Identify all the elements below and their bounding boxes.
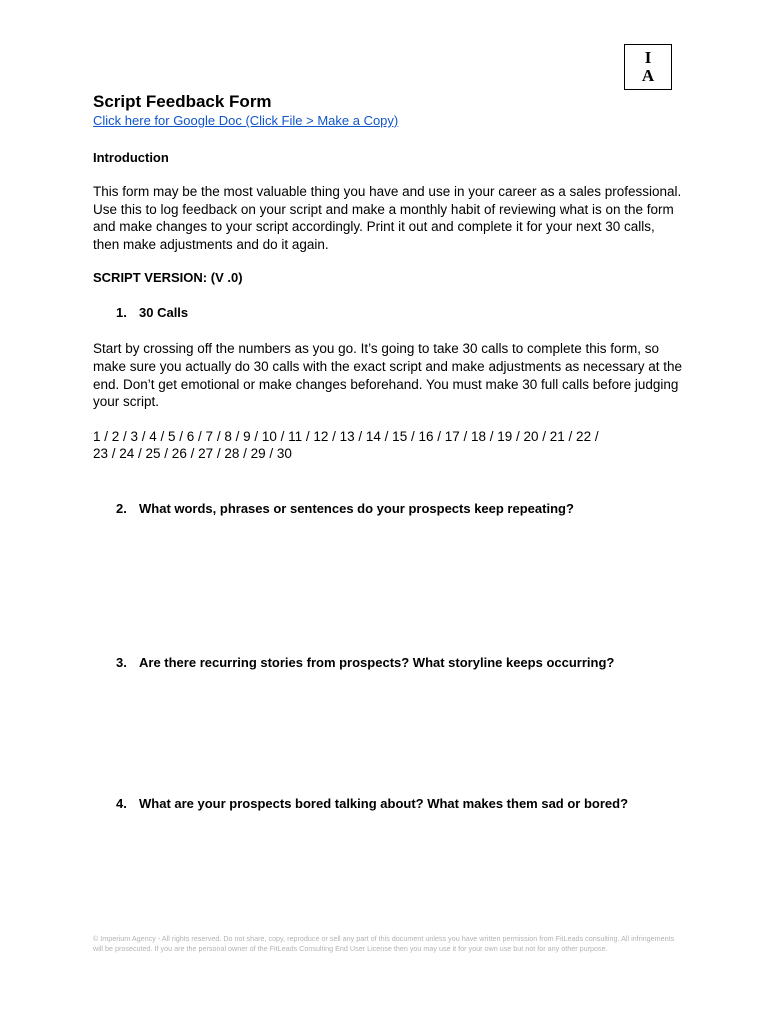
section-3-title: Are there recurring stories from prospects? What storyline keeps occurring? [139, 654, 615, 670]
logo-letter-i: I [644, 48, 652, 67]
intro-heading: Introduction [93, 150, 169, 165]
section-2-title: What words, phrases or sentences do your prospects keep repeating? [139, 500, 574, 516]
section-2-answer-space[interactable] [93, 517, 683, 654]
section-3-answer-space[interactable] [93, 671, 683, 795]
section-1-heading [93, 304, 683, 321]
section-3-number: 3. [116, 654, 127, 670]
section-3-heading [93, 654, 683, 671]
google-doc-link[interactable]: Click here for Google Doc (Click File > Make a Copy) [93, 113, 399, 128]
logo-letter-a: A [641, 66, 655, 85]
section-4-title: What are your prospects bored talking about? What makes them sad or bored? [139, 795, 629, 811]
section-1-number: 1. [116, 305, 127, 321]
section-2-number: 2. [116, 500, 127, 516]
copyright-footer: © Imperium Agency - All rights reserved. Do not share, copy, reproduce or sell any part of this document unless you have written permission from FitLeads consulting. All infringements will be prosecuted. If you are the personal owner of the FitLeads Consulting End User License then you may use it for your own use but not for any other purpose. [93, 934, 675, 953]
call-number-tracker [93, 428, 683, 463]
section-4-heading [93, 795, 683, 812]
section-4-answer-space[interactable] [93, 812, 683, 912]
script-version-label: SCRIPT VERSION: (V .0) [93, 270, 243, 286]
document-body [93, 92, 683, 912]
page-title: Script Feedback Form [93, 92, 272, 111]
intro-paragraph: This form may be the most valuable thing you have and use in your career as a sales professional. Use this to log feedback on your script and make a monthly habit of reviewing what is on the form and make changes to your script accordingly. Print it out and complete it for your next 30 calls, then make adjustments and do it again. [93, 184, 682, 252]
calls-instructions: Start by crossing off the numbers as you go. It’s going to take 30 calls to complete this form, so make sure you actually do 30 calls with the exact script and make adjustments as necessary at the end. Don’t get emotional or make changes beforehand. You must make 30 full calls before judging your script. [93, 341, 683, 410]
section-4-number: 4. [116, 795, 127, 811]
call-numbers-row-2: 23 / 24 / 25 / 26 / 27 / 28 / 29 / 30 [93, 446, 292, 462]
call-numbers-row-1: 1 / 2 / 3 / 4 / 5 / 6 / 7 / 8 / 9 / 10 / 11 / 12 / 13 / 14 / 15 / 16 / 17 / 18 / 19 / 20 / 21 / 22 / [93, 428, 599, 444]
section-2-heading [93, 500, 683, 517]
section-1-title: 30 Calls [139, 305, 189, 321]
agency-logo [624, 44, 672, 90]
